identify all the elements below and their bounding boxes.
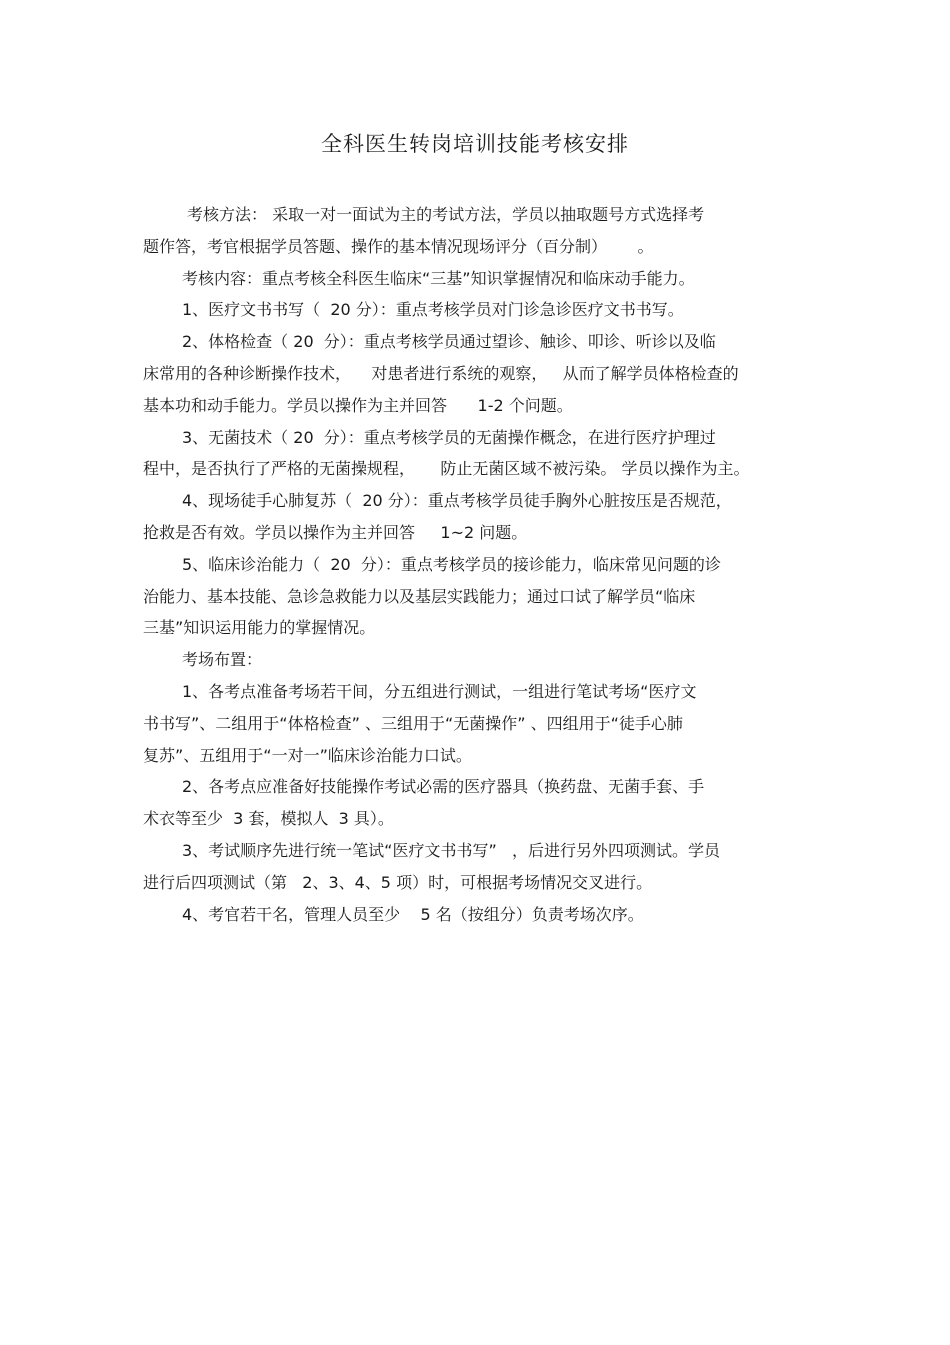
- document-body: [143, 199, 803, 930]
- paragraph-line: 1、各考点准备考场若干间，分五组进行测试，一组进行笔试考场“医疗文: [182, 681, 697, 701]
- paragraph-line: 基本功和动手能力。学员以操作为主并回答 1-2 个问题。: [143, 395, 573, 415]
- document-title: 全科医生转岗培训技能考核安排: [321, 132, 629, 156]
- paragraph-line: 5、临床诊治能力（ 20 分）：重点考核学员的接诊能力，临床常见问题的诊: [182, 554, 721, 574]
- paragraph-line: 复苏”、五组用于“一对一”临床诊治能力口试。: [143, 745, 472, 765]
- paragraph-line: 床常用的各种诊断操作技术， 对患者进行系统的观察， 从而了解学员体格检查的: [143, 363, 739, 383]
- paragraph-line: 3、无菌技术（ 20 分）：重点考核学员的无菌操作概念，在进行医疗护理过: [182, 427, 716, 447]
- paragraph-line: 治能力、基本技能、急诊急救能力以及基层实践能力；通过口试了解学员“临床: [143, 586, 696, 606]
- paragraph-line: 进行后四项测试（第 2、3、4、5 项）时，可根据考场情况交叉进行。: [143, 872, 653, 892]
- paragraph-line: 4、考官若干名，管理人员至少 5 名（按组分）负责考场次序。: [182, 904, 644, 924]
- paragraph-line: 题作答，考官根据学员答题、操作的基本情况现场评分（百分制） 。: [143, 236, 654, 256]
- paragraph-line: 抢救是否有效。学员以操作为主并回答 1~2 问题。: [143, 522, 528, 542]
- paragraph-line: 书书写”、二组用于“体格检查” 、三组用于“无菌操作” 、四组用于“徒手心肺: [143, 713, 683, 733]
- paragraph-line: 考核内容：重点考核全科医生临床“三基”知识掌握情况和临床动手能力。: [182, 268, 695, 288]
- paragraph-line: 2、体格检查（ 20 分）：重点考核学员通过望诊、触诊、叩诊、听诊以及临: [182, 332, 716, 352]
- paragraph-line: 2、各考点应准备好技能操作考试必需的医疗器具（换药盘、无菌手套、手: [182, 777, 705, 797]
- paragraph-line: 术衣等至少 3 套，模拟人 3 具）。: [143, 809, 394, 829]
- paragraph-line: 考核方法： 采取一对一面试为主的考试方法，学员以抽取题号方式选择考: [187, 205, 705, 224]
- paragraph-line: 程中，是否执行了严格的无菌操规程， 防止无菌区域不被污染。 学员以操作为主。: [143, 459, 750, 479]
- section-heading: 考场布置：: [182, 650, 263, 670]
- paragraph-line: 3、考试顺序先进行统一笔试“医疗文书书写” ，后进行另外四项测试。学员: [182, 840, 721, 860]
- paragraph-line: 4、现场徒手心肺复苏（ 20 分）：重点考核学员徒手胸外心脏按压是否规范，: [182, 491, 732, 511]
- paragraph-line: 1、医疗文书书写（ 20 分）：重点考核学员对门诊急诊医疗文书书写。: [182, 300, 684, 320]
- paragraph-line: 三基”知识运用能力的掌握情况。: [143, 618, 376, 638]
